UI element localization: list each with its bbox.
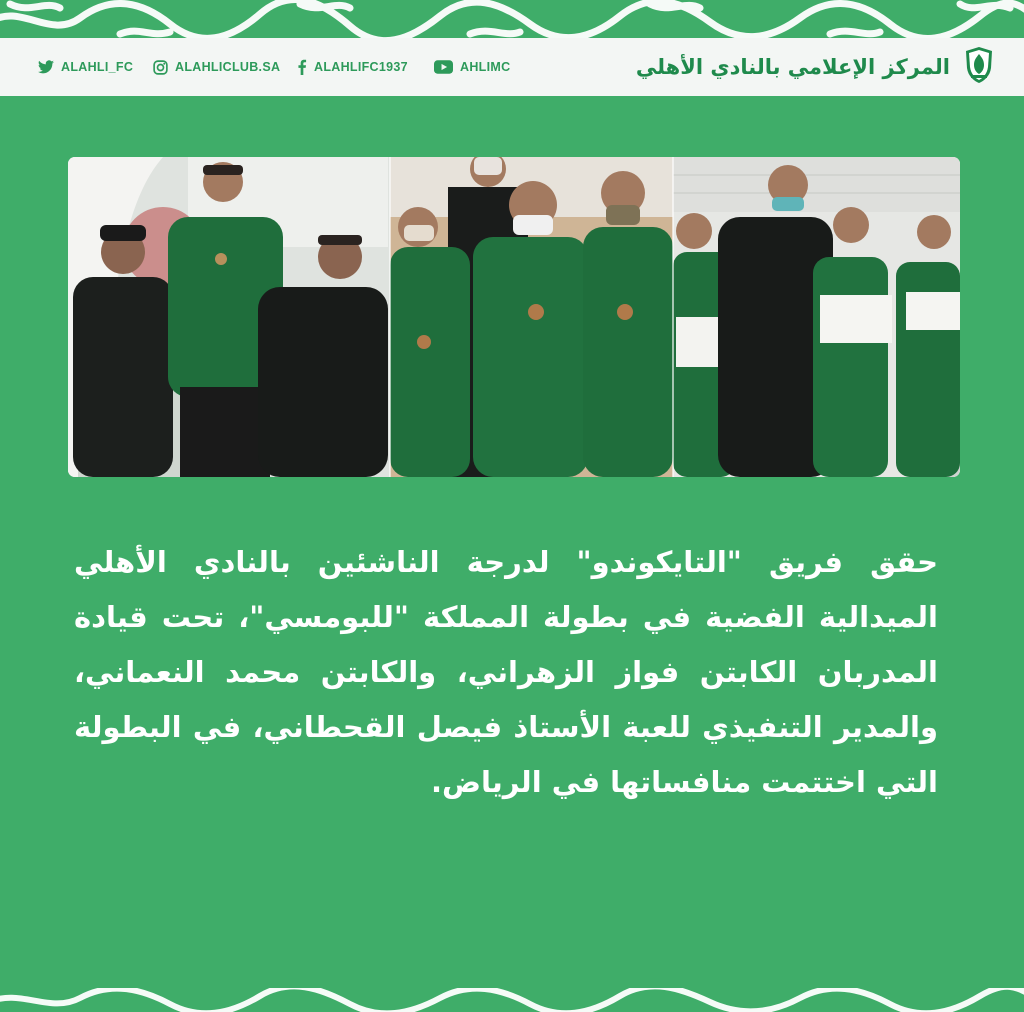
instagram-link[interactable] [153, 38, 280, 96]
top-decorative-band [0, 0, 1024, 38]
instagram-handle: ALAHLICLUB.SA [175, 60, 281, 74]
article-text: حقق فريق "التايكوندو" لدرجة الناشئين بالنادي الأهلي الميدالية الفضية في بطولة المملكة "للبومسي"، تحت قيادة المدربان الكابتن فواز الزهراني، والكابتن محمد النعماني، والمدير التنفيذي للعبة الأستاذ فيصل القحطاني، في البطولة التي اختتمت منافساتها في الرياض. [74, 545, 938, 799]
bottom-decorative-band [0, 988, 1024, 1012]
brand-title: المركز الإعلامي بالنادي الأهلي [635, 55, 950, 79]
facebook-icon [297, 59, 307, 75]
instagram-icon [153, 60, 168, 75]
photo-panel-2 [390, 157, 673, 477]
brand [636, 38, 994, 96]
header-bar [0, 38, 1024, 96]
facebook-link[interactable] [297, 38, 408, 96]
twitter-handle: ALAHLI_FC [61, 60, 134, 74]
twitter-link[interactable] [38, 38, 133, 96]
facebook-handle: ALAHLIFC1937 [314, 60, 408, 74]
team-photo-collage [68, 157, 960, 477]
youtube-link[interactable] [434, 38, 510, 96]
youtube-handle: AHLIMC [460, 60, 511, 74]
youtube-icon [434, 60, 453, 74]
photo-panel-3 [673, 157, 960, 477]
twitter-icon [38, 60, 54, 74]
photo-panel-1 [68, 157, 390, 477]
alahli-crest-icon [964, 46, 994, 88]
